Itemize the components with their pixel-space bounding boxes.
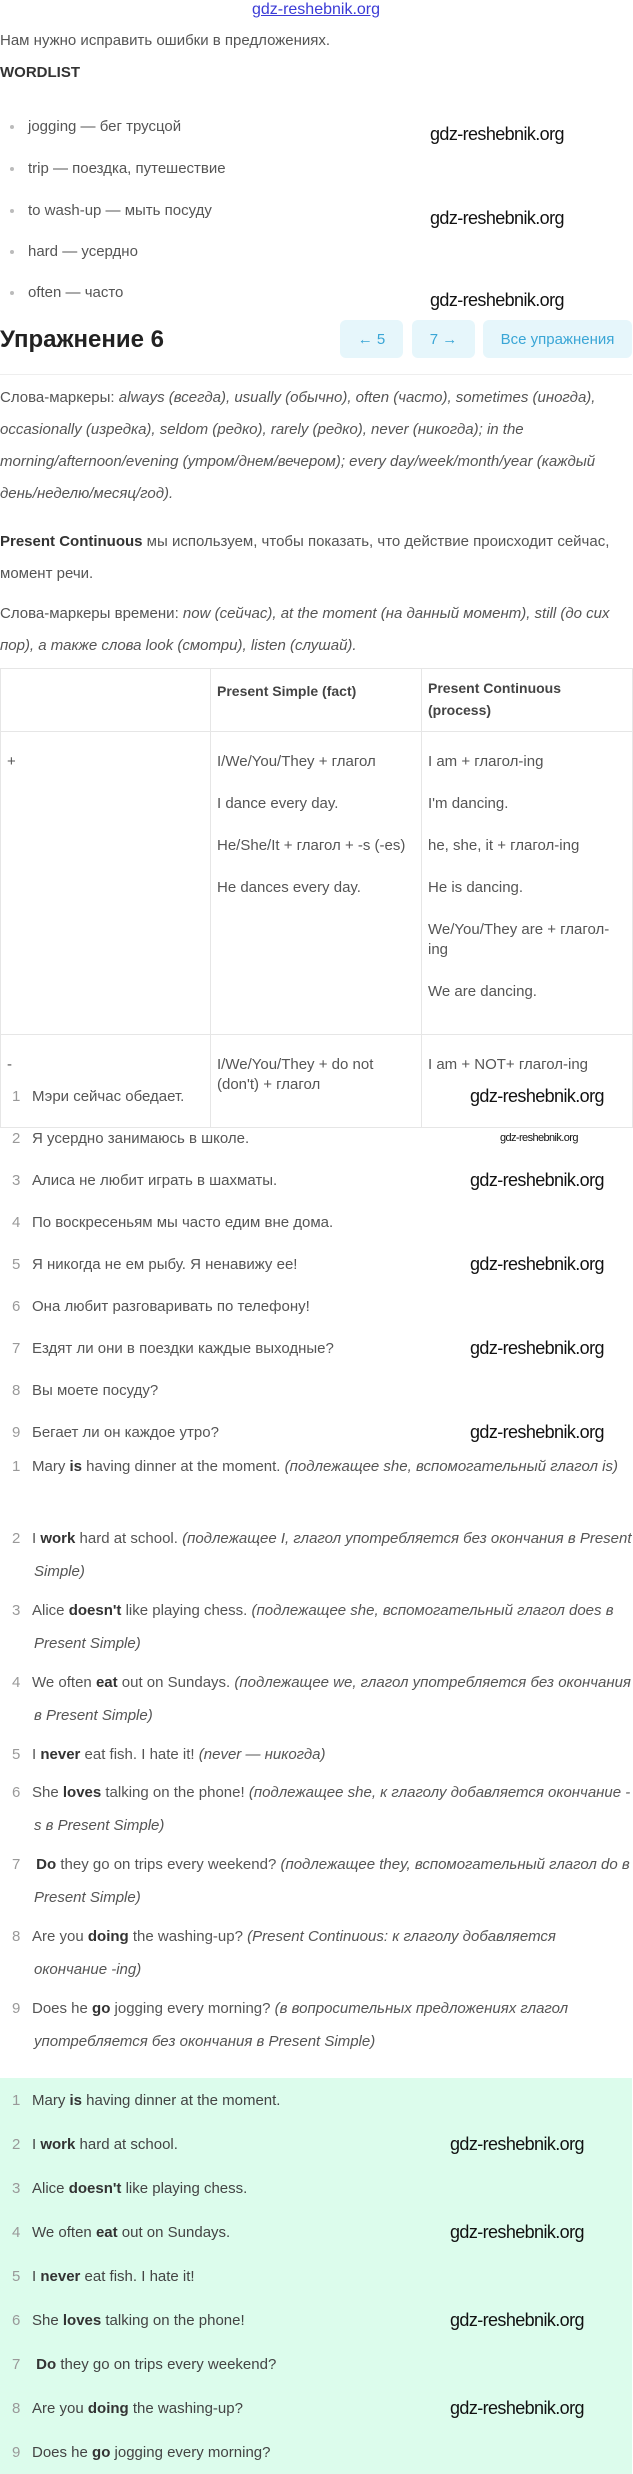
watermark: gdz-reshebnik.org	[470, 1338, 604, 1358]
text-segment: hard at school.	[75, 1530, 183, 1547]
explained-answer	[0, 1666, 632, 1732]
final-answer	[0, 2172, 632, 2205]
watermark: gdz-reshebnik.org	[450, 2134, 584, 2154]
bold-text: eat	[95, 2224, 118, 2241]
bold-text: doing	[87, 1928, 129, 1945]
all-exercises-button[interactable]: Все упражнения	[483, 320, 632, 358]
text-segment: Does he	[32, 2444, 93, 2461]
explained-answer	[0, 1920, 632, 1986]
wordlist-item-text: to wash-up — мыть посуду	[28, 202, 212, 219]
watermark: gdz-reshebnik.org	[470, 1254, 604, 1274]
italic-note: (подлежащее she, к глаголу добавляется окончание -s в Present Simple)	[34, 1784, 631, 1834]
watermark: gdz-reshebnik.org	[470, 1422, 604, 1442]
item-number: 9	[12, 2000, 21, 2017]
watermark-small: gdz-reshebnik.org	[500, 1132, 578, 1144]
text-segment: like playing chess.	[121, 1602, 252, 1619]
markers-paragraph	[0, 382, 632, 510]
text-segment: I	[32, 1530, 41, 1547]
text-segment: eat fish. I hate it!	[80, 2268, 195, 2285]
text-segment: jogging every morning?	[110, 2444, 271, 2461]
text-segment: they go on trips every weekend?	[56, 1856, 281, 1873]
table-cell-line: He is dancing.	[428, 879, 524, 896]
item-number: 2	[12, 2136, 21, 2153]
text-segment: jogging every morning?	[110, 2000, 275, 2017]
watermark: gdz-reshebnik.org	[430, 208, 564, 228]
watermark: gdz-reshebnik.org	[450, 2222, 584, 2242]
item-number: 6	[12, 1298, 21, 1315]
task-sentence	[0, 1290, 632, 1323]
table-cell-line: he, she, it + глагол-ing	[428, 837, 580, 854]
task-sentence	[0, 1206, 632, 1239]
bold-text: go	[92, 2444, 111, 2461]
item-number: 5	[12, 1256, 21, 1273]
table-row	[1, 732, 633, 1035]
bold-text: loves	[62, 2312, 102, 2329]
item-number: 8	[12, 1382, 21, 1399]
wordlist-item-text: hard — усердно	[28, 243, 138, 260]
table-cell-line: We are dancing.	[428, 983, 537, 1000]
item-number: 4	[12, 2224, 21, 2241]
table-header-empty	[1, 669, 211, 732]
table-header-simple: Present Simple (fact)	[211, 669, 422, 732]
explained-answer	[0, 1776, 632, 1842]
intro-text: Нам нужно исправить ошибки в предложениях.	[0, 32, 331, 49]
text-segment: I	[32, 2136, 41, 2153]
tenses-table	[0, 668, 632, 1093]
bold-text: never	[40, 2268, 81, 2285]
item-number: 4	[12, 1674, 21, 1691]
final-answer	[0, 2128, 632, 2161]
bold-text: doesn't	[68, 1602, 122, 1619]
task-sentence-text: Бегает ли он каждое утро?	[32, 1424, 219, 1441]
task-sentence	[0, 1332, 632, 1365]
text-segment: out on Sundays.	[117, 2224, 231, 2241]
watermark: gdz-reshebnik.org	[470, 1170, 604, 1190]
text-segment: We often	[32, 1674, 96, 1691]
item-number: 8	[12, 1928, 21, 1945]
bullet-icon	[10, 291, 14, 295]
text-segment: Слова-маркеры:	[0, 389, 119, 406]
table-cell-line: I/We/You/They + do not (don't) + глагол	[217, 1056, 374, 1093]
text-segment: the washing-up?	[128, 1928, 248, 1945]
text-segment: Are you	[32, 2400, 88, 2417]
next-exercise-button[interactable]: 7 →	[412, 320, 475, 358]
divider	[0, 374, 632, 375]
task-sentence-text: Мэри сейчас обедает.	[32, 1088, 185, 1105]
text-segment: I	[32, 2268, 41, 2285]
task-sentence-text: Я никогда не ем рыбу. Я ненавижу ее!	[32, 1256, 298, 1273]
item-number: 4	[12, 1214, 21, 1231]
text-segment: talking on the phone!	[101, 2312, 245, 2329]
bold-text: doesn't	[68, 2180, 122, 2197]
item-number: 1	[12, 2092, 21, 2109]
task-sentence	[0, 1164, 632, 1197]
item-number: 3	[12, 1602, 21, 1619]
prev-exercise-button[interactable]: ← 5	[340, 320, 403, 358]
italic-note: (в вопросительных предложениях глагол употребляется без окончания в Present Simple)	[34, 2000, 569, 2050]
text-segment: like playing chess.	[121, 2180, 248, 2197]
task-sentence-text: Она любит разговаривать по телефону!	[32, 1298, 310, 1315]
text-segment: мы используем, чтобы показать, что действие происходит сейчас, момент речи.	[0, 533, 610, 582]
final-answer	[0, 2392, 632, 2425]
bold-text: work	[40, 1530, 76, 1547]
final-answer	[0, 2216, 632, 2249]
final-answer	[0, 2348, 632, 2381]
item-number: 5	[12, 1746, 21, 1763]
explained-answer	[0, 1522, 632, 1588]
table-cell-simple	[211, 732, 422, 1035]
text-segment: out on Sundays.	[117, 1674, 235, 1691]
task-sentence	[0, 1374, 632, 1407]
task-sentence-text: Я усердно занимаюсь в школе.	[32, 1130, 250, 1147]
wordlist-item-text: often — часто	[28, 284, 124, 301]
bullet-icon	[10, 250, 14, 254]
bold-text: Present Continuous	[0, 533, 143, 550]
table-cell-line: We/You/They are + глагол-ing	[428, 921, 610, 958]
explained-answer	[0, 1450, 632, 1483]
item-number: 6	[12, 1784, 21, 1801]
task-sentence-text: Ездят ли они в поездки каждые выходные?	[32, 1340, 334, 1357]
task-sentence	[0, 1080, 632, 1113]
item-number: 1	[12, 1088, 21, 1105]
bold-text: doing	[87, 2400, 129, 2417]
watermark: gdz-reshebnik.org	[430, 124, 564, 144]
exercise-title: Упражнение 6	[0, 326, 164, 353]
italic-note: (подлежащее we, глагол употребляется без окончания в Present Simple)	[34, 1674, 631, 1724]
bullet-icon	[10, 209, 14, 213]
table-cell-line: He dances every day.	[217, 879, 361, 896]
text-segment: Слова-маркеры времени:	[0, 605, 183, 622]
continuous-paragraph	[0, 526, 632, 590]
wordlist-item	[10, 201, 212, 221]
wordlist-item	[10, 242, 138, 262]
item-number: 6	[12, 2312, 21, 2329]
italic-note: (Present Continuous: к глаголу добавляется окончание -ing)	[34, 1928, 556, 1978]
text-segment: having dinner at the moment.	[82, 2092, 281, 2109]
italic-note: (подлежащее she, вспомогательный глагол does в Present Simple)	[34, 1602, 614, 1652]
italic-note: (подлежащее I, глагол употребляется без окончания в Present Simple)	[34, 1530, 632, 1580]
item-number: 3	[12, 1172, 21, 1189]
watermark: gdz-reshebnik.org	[430, 290, 564, 310]
table-cell-line: He/She/It + глагол + -s (-es)	[217, 837, 406, 854]
item-number: 9	[12, 1424, 21, 1441]
watermark: gdz-reshebnik.org	[450, 2398, 584, 2418]
text-segment: talking on the phone!	[101, 1784, 249, 1801]
item-number: 2	[12, 1530, 21, 1547]
wordlist-item-text: jogging — бег трусцой	[28, 118, 182, 135]
item-number: 7	[12, 1856, 21, 1873]
bullet-icon	[10, 125, 14, 129]
bold-text: go	[92, 2000, 111, 2017]
task-sentence	[0, 1248, 632, 1281]
task-sentence-text: По воскресеньям мы часто едим вне дома.	[32, 1214, 334, 1231]
italic-note: (подлежащее she, вспомогательный глагол is)	[284, 1458, 618, 1475]
wordlist-item	[10, 159, 226, 179]
table-cell-line: I am + NOT+ глагол-ing	[428, 1056, 589, 1073]
watermark: gdz-reshebnik.org	[450, 2310, 584, 2330]
text-segment: Mary	[32, 1458, 70, 1475]
wordlist-item-text: trip — поездка, путешествие	[28, 160, 226, 177]
explained-answer	[0, 1738, 632, 1771]
item-number: 9	[12, 2444, 21, 2461]
text-segment: Alice	[32, 1602, 69, 1619]
time-markers-paragraph	[0, 598, 632, 662]
wordlist-item	[10, 283, 123, 303]
explained-answer	[0, 1992, 632, 2058]
explained-answer	[0, 1848, 632, 1914]
italic-note: (never — никогда)	[198, 1746, 326, 1763]
task-sentence-text: Алиса не любит играть в шахматы.	[32, 1172, 278, 1189]
table-cell-line: I/We/You/They + глагол	[217, 753, 376, 770]
text-segment: Are you	[32, 1928, 88, 1945]
text-segment: I	[32, 1746, 41, 1763]
bold-text: Do	[32, 2356, 57, 2373]
text-segment: they go on trips every weekend?	[56, 2356, 277, 2373]
bullet-icon	[10, 167, 14, 171]
table-sign: -	[1, 1035, 211, 1128]
text-segment: She	[32, 2312, 63, 2329]
text-segment: having dinner at the moment.	[82, 1458, 285, 1475]
final-answer	[0, 2260, 632, 2293]
final-answer	[0, 2436, 632, 2469]
watermark: gdz-reshebnik.org	[470, 1086, 604, 1106]
wordlist-title: WORDLIST	[0, 64, 80, 81]
item-number: 1	[12, 1458, 21, 1475]
italic-note: now (сейчас), at the moment (на данный момент), still (до сих пор), а также слова look (смотри), listen (слушай).	[0, 605, 610, 654]
bold-text: never	[40, 1746, 81, 1763]
table-sign: +	[1, 732, 211, 1035]
bold-text: eat	[95, 1674, 118, 1691]
item-number: 7	[12, 1340, 21, 1357]
item-number: 3	[12, 2180, 21, 2197]
table-header-continuous: Present Continuous (process)	[422, 669, 633, 732]
text-segment: She	[32, 1784, 63, 1801]
task-sentence	[0, 1416, 632, 1449]
explained-answer	[0, 1594, 632, 1660]
site-link[interactable]: gdz-reshebnik.org	[251, 1, 381, 18]
text-segment: Does he	[32, 2000, 93, 2017]
bold-text: loves	[62, 1784, 102, 1801]
text-segment: hard at school.	[75, 2136, 178, 2153]
item-number: 2	[12, 1130, 21, 1147]
task-sentence-text: Вы моете посуду?	[32, 1382, 159, 1399]
italic-note: (подлежащее they, вспомогательный глагол do в Present Simple)	[34, 1856, 630, 1906]
wordlist-item	[10, 117, 181, 137]
item-number: 5	[12, 2268, 21, 2285]
table-cell-line: I dance every day.	[217, 795, 339, 812]
bold-text: is	[69, 1458, 83, 1475]
italic-note: always (всегда), usually (обычно), often (часто), sometimes (иногда), occasionally (изредка), seldom (редко), rarely (редко), never (никогда); in the morning/afternoon/evening (утром/днем/вечером); every day/week/month/year (каждый день/неделю/месяц/год).	[0, 389, 596, 502]
bold-text: work	[40, 2136, 76, 2153]
table-cell-continuous	[422, 732, 633, 1035]
final-answer	[0, 2304, 632, 2337]
text-segment: eat fish. I hate it!	[80, 1746, 199, 1763]
text-segment: Mary	[32, 2092, 70, 2109]
table-cell-line: I'm dancing.	[428, 795, 509, 812]
bold-text: is	[69, 2092, 83, 2109]
item-number: 8	[12, 2400, 21, 2417]
item-number: 7	[12, 2356, 21, 2373]
text-segment: Alice	[32, 2180, 69, 2197]
task-sentence	[0, 1122, 632, 1155]
table-cell-line: I am + глагол-ing	[428, 753, 544, 770]
text-segment: We often	[32, 2224, 96, 2241]
final-answer	[0, 2084, 632, 2117]
bold-text: Do	[32, 1856, 57, 1873]
text-segment: the washing-up?	[128, 2400, 243, 2417]
